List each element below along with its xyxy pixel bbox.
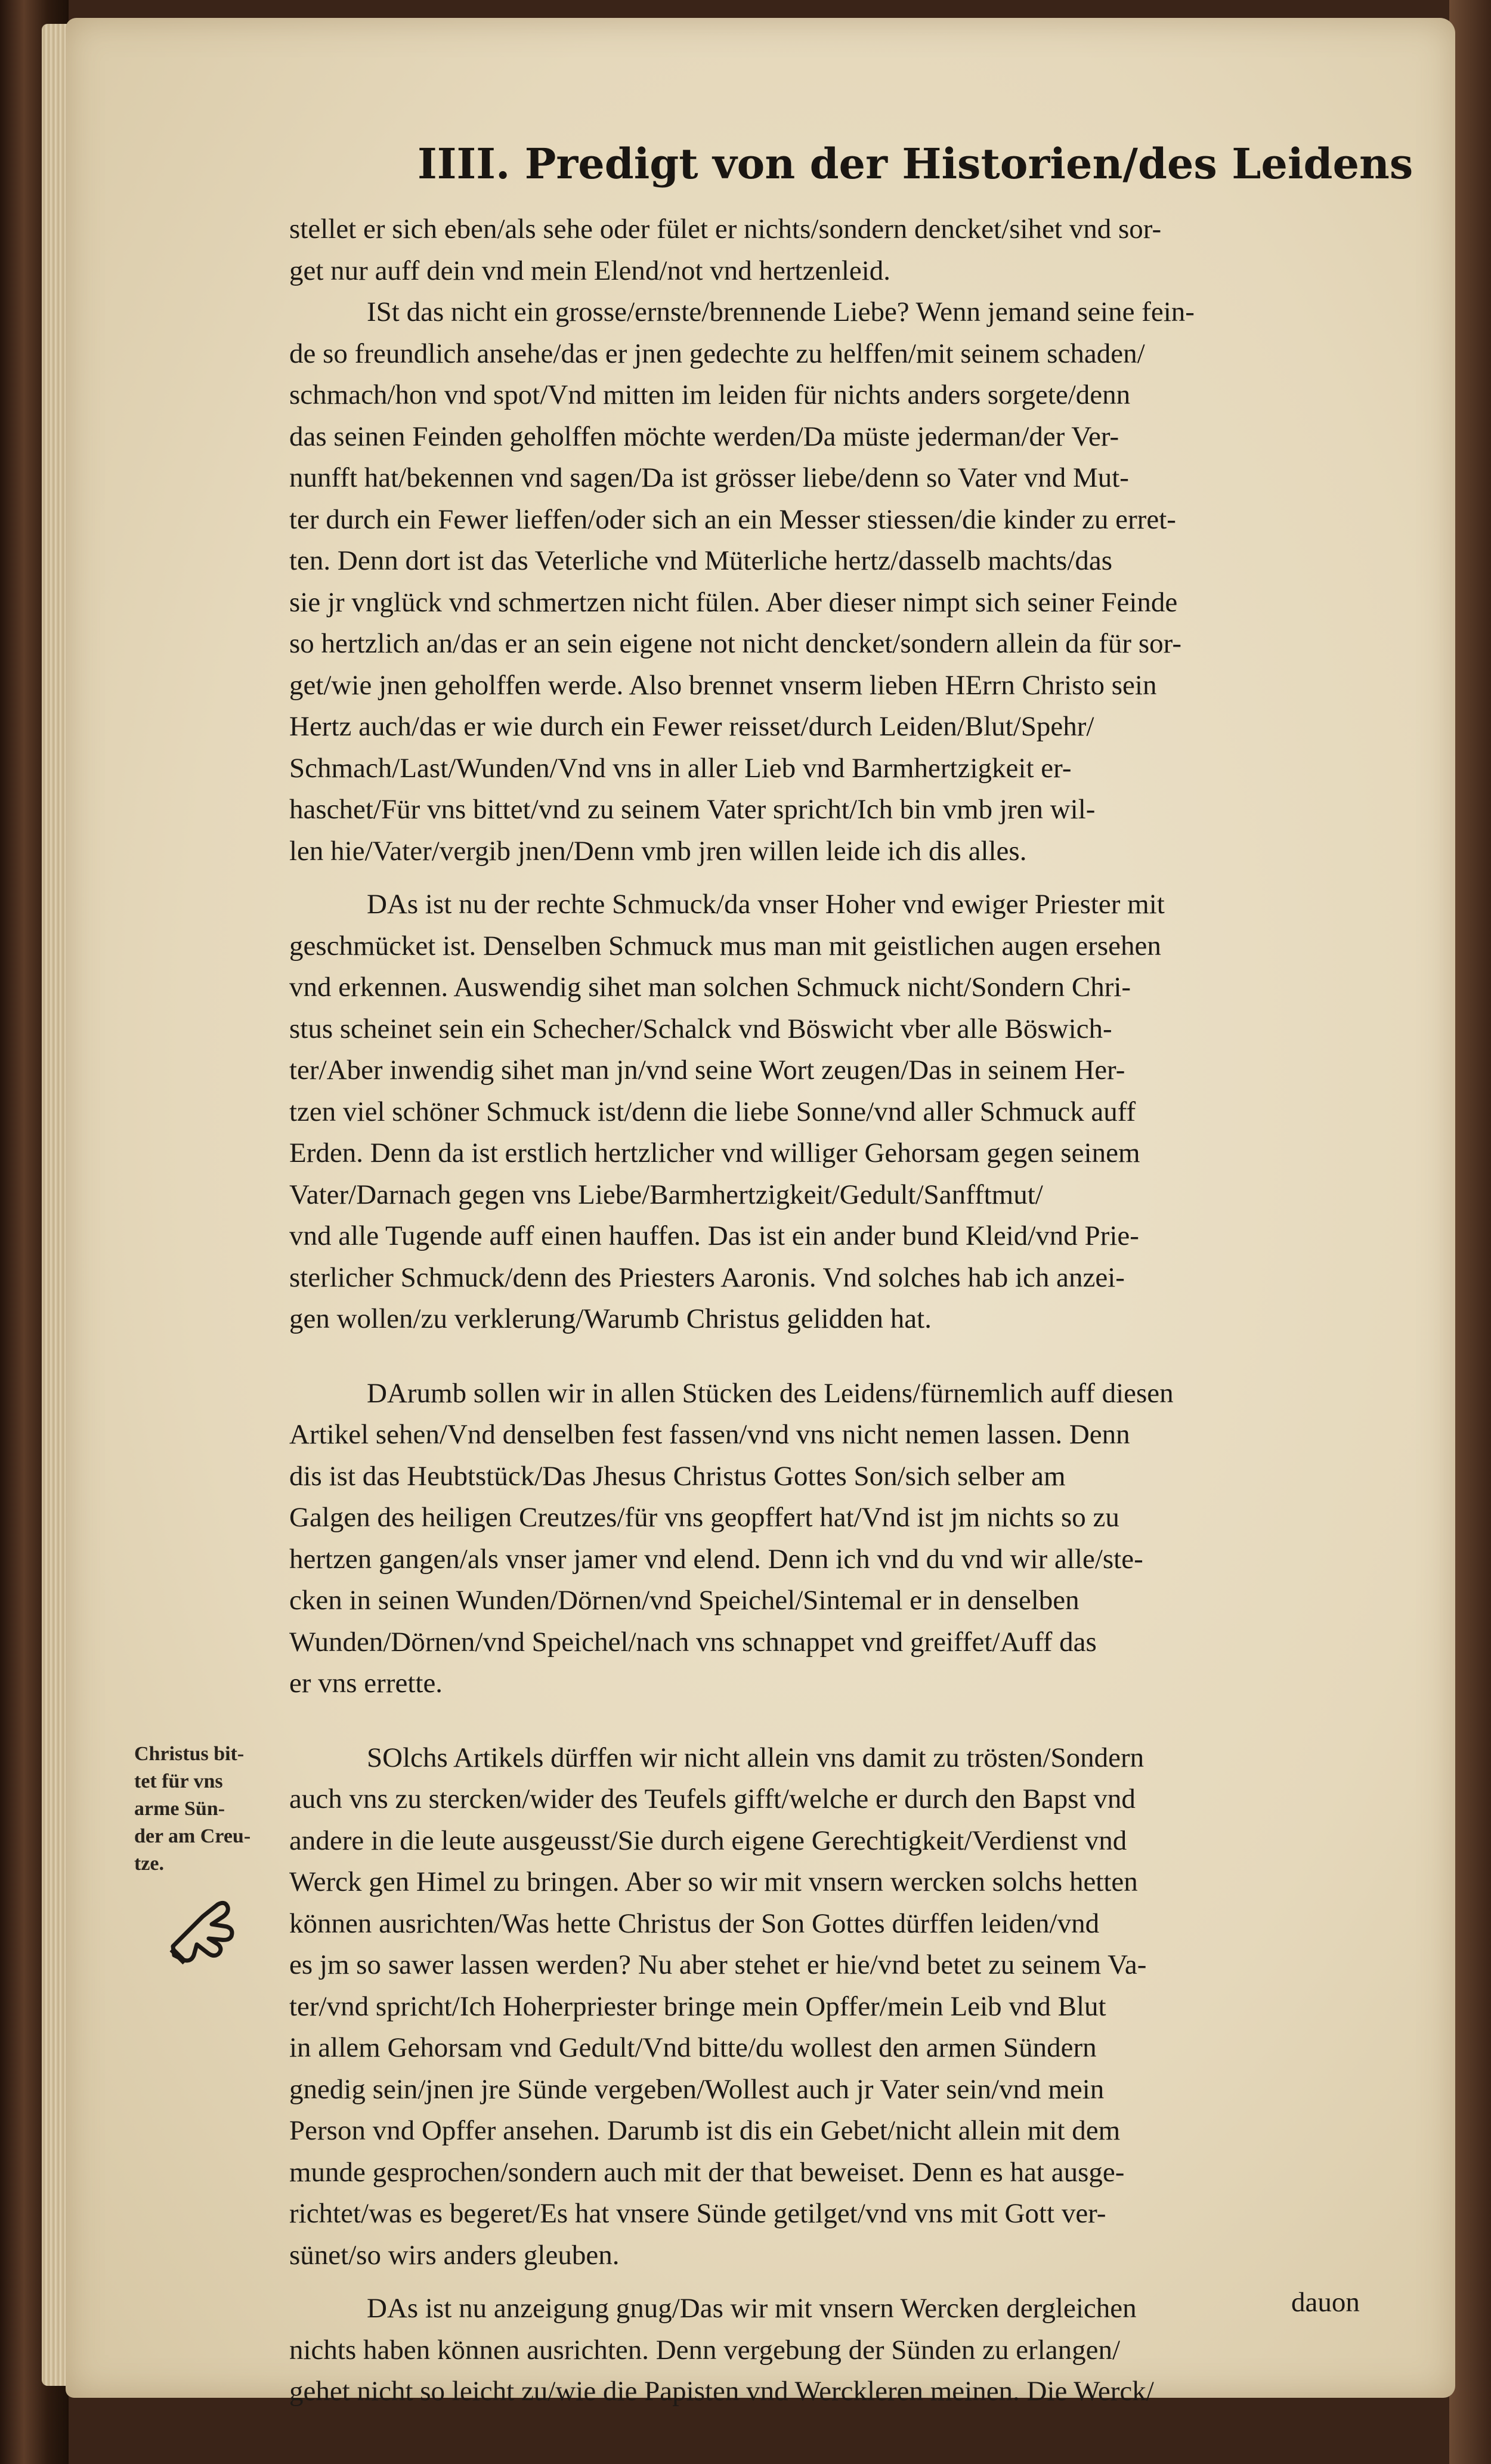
- margin-note-line: der am Creu-: [134, 1825, 251, 1847]
- text-line: Wunden/Dörnen/vnd Speichel/nach vns schnappet vnd greiffet/Auff das: [289, 1626, 1097, 1658]
- paragraph-3: [289, 884, 1399, 926]
- text-line: so hertzlich an/das er an sein eigene not nicht dencket/sondern allein da für sor-: [289, 628, 1181, 659]
- text-line: Galgen des heiligen Creutzes/für vns geopffert hat/Vnd ist jm nichts so zu: [289, 1502, 1119, 1533]
- running-head: IIII. Predigt von der Historien/des Leidens: [417, 139, 1413, 188]
- text-line: vnd alle Tugende auff einen hauffen. Das ist ein ander bund Kleid/vnd Prie-: [289, 1220, 1139, 1251]
- text-line: de so freundlich ansehe/das er jnen gedechte zu helffen/mit seinem schaden/: [289, 338, 1145, 369]
- text-line: dis ist das Heubtstück/Das Jhesus Christus Gottes Son/sich selber am: [289, 1460, 1066, 1492]
- text-line: SOlchs Artikels dürffen wir nicht allein vns damit zu trösten/Sondern: [367, 1742, 1144, 1773]
- paragraph-2-cont: [289, 333, 1399, 873]
- paragraph-3-cont: [289, 926, 1399, 1340]
- margin-note-line: Christus bit-: [134, 1743, 245, 1765]
- folio-mark: [179, 125, 245, 179]
- paragraph-2: [289, 292, 1399, 333]
- text-line: Hertz auch/das er wie durch ein Fewer reisset/durch Leiden/Blut/Spehr/: [289, 711, 1094, 742]
- text-line: munde gesprochen/sondern auch mit der that beweiset. Denn es hat ausge-: [289, 2156, 1125, 2188]
- margin-note-line: tet für vns: [134, 1770, 223, 1792]
- text-line: stus scheinet sein ein Schecher/Schalck vnd Böswicht vber alle Böswich-: [289, 1013, 1112, 1044]
- text-line: Erden. Denn da ist erstlich hertzlicher vnd williger Gehorsam gegen seinem: [289, 1137, 1140, 1168]
- text-line: gen wollen/zu verklerung/Warumb Christus gelidden hat.: [289, 1303, 932, 1334]
- pointing-hand-icon: [161, 1890, 245, 1973]
- text-line: DAs ist nu der rechte Schmuck/da vnser Hoher vnd ewiger Priester mit: [367, 889, 1165, 920]
- paragraph-gap: [289, 1705, 1399, 1738]
- catchword: dauon: [1291, 2287, 1360, 2318]
- text-line: haschet/Für vns bittet/vnd zu seinem Vater spricht/Ich bin vmb jren wil-: [289, 794, 1096, 825]
- text-line: gnedig sein/jnen jre Sünde vergeben/Wollest auch jr Vater sein/vnd mein: [289, 2073, 1105, 2105]
- text-line: len hie/Vater/vergib jnen/Denn vmb jren willen leide ich dis alles.: [289, 835, 1027, 867]
- margin-note: [134, 1740, 283, 1878]
- text-line: stellet er sich eben/als sehe oder fület er nichts/sondern dencket/sihet vnd sor-: [289, 214, 1162, 245]
- text-line: sterlicher Schmuck/denn des Priesters Aaronis. Vnd solches hab ich anzei-: [289, 1262, 1125, 1293]
- paragraph-gap: [289, 1340, 1399, 1373]
- text-line: es jm so sawer lassen werden? Nu aber stehet er hie/vnd betet zu seinem Va-: [289, 1949, 1147, 1980]
- text-line: Artikel sehen/Vnd denselben fest fassen/vnd vns nicht nemen lassen. Denn: [289, 1419, 1130, 1450]
- text-line: Vater/Darnach gegen vns Liebe/Barmhertzigkeit/Gedult/Sanfftmut/: [289, 1179, 1043, 1210]
- margin-note-line: tze.: [134, 1853, 165, 1875]
- text-line: Werck gen Himel zu bringen. Aber so wir mit vnsern wercken solchs hetten: [289, 1866, 1138, 1897]
- paragraph-gap: [289, 2276, 1399, 2288]
- text-line: können ausrichten/Was hette Christus der Son Gottes dürffen leiden/vnd: [289, 1907, 1100, 1939]
- text-line: das seinen Feinden geholffen möchte werden/Da müste jederman/der Ver-: [289, 421, 1119, 452]
- text-line: get/wie jnen geholffen werde. Also brennet vnserm lieben HErrn Christo sein: [289, 669, 1157, 701]
- text-line: DArumb sollen wir in allen Stücken des Leidens/fürnemlich auff diesen: [367, 1377, 1174, 1409]
- text-line: auch vns zu stercken/wider des Teufels gifft/welche er durch den Bapst vnd: [289, 1783, 1136, 1814]
- paragraph-5-cont: [289, 1779, 1399, 2276]
- text-line: tzen viel schöner Schmuck ist/denn die liebe Sonne/vnd aller Schmuck auff: [289, 1096, 1136, 1127]
- text-line: ter durch ein Fewer lieffen/oder sich an ein Messer stiessen/die kinder zu erret-: [289, 503, 1176, 535]
- text-line: ISt das nicht ein grosse/ernste/brennende Liebe? Wenn jemand seine fein-: [367, 296, 1195, 327]
- text-line: ter/vnd spricht/Ich Hoherpriester bringe mein Opffer/mein Leib vnd Blut: [289, 1990, 1106, 2022]
- text-line: nunfft hat/bekennen vnd sagen/Da ist grösser liebe/denn so Vater vnd Mut-: [289, 462, 1129, 493]
- text-line: nichts haben können ausrichten. Denn vergebung der Sünden zu erlangen/: [289, 2334, 1121, 2366]
- text-line: richtet/was es begeret/Es hat vnsere Sünde getilget/vnd vns mit Gott ver-: [289, 2198, 1106, 2229]
- paragraph-4-cont: [289, 1414, 1399, 1705]
- text-line: er vns errette.: [289, 1668, 443, 1699]
- paragraph-5: [289, 1738, 1399, 1779]
- text-line: sünet/so wirs anders gleuben.: [289, 2239, 620, 2271]
- book-cover-edge: [1449, 0, 1491, 2464]
- paragraph-gap: [289, 872, 1399, 884]
- text-line: DAs ist nu anzeigung gnug/Das wir mit vnsern Wercken dergleichen: [367, 2293, 1137, 2324]
- text-line: in allem Gehorsam vnd Gedult/Vnd bitte/du wollest den armen Sündern: [289, 2032, 1097, 2063]
- margin-note-line: arme Sün-: [134, 1798, 225, 1820]
- text-line: cken in seinen Wunden/Dörnen/vnd Speichel/Sintemal er in denselben: [289, 1585, 1079, 1616]
- paragraph-6: [289, 2288, 1399, 2330]
- text-line: Person vnd Opffer ansehen. Darumb ist dis ein Gebet/nicht allein mit dem: [289, 2115, 1121, 2146]
- text-line: hertzen gangen/als vnser jamer vnd elend. Denn ich vnd du vnd wir alle/ste-: [289, 1543, 1143, 1575]
- text-line: ter/Aber inwendig sihet man jn/vnd seine Wort zeugen/Das in seinem Her-: [289, 1055, 1125, 1086]
- body-text: [289, 209, 1399, 2413]
- paragraph-6-cont: [289, 2330, 1399, 2413]
- text-line: Schmach/Last/Wunden/Vnd vns in aller Lieb vnd Barmhertzigkeit er-: [289, 752, 1072, 784]
- text-line: ten. Denn dort ist das Veterliche vnd Müterliche hertz/dasselb machts/das: [289, 545, 1113, 576]
- text-line: schmach/hon vnd spot/Vnd mitten im leiden für nichts anders sorgete/denn: [289, 379, 1131, 410]
- paragraph-4: [289, 1373, 1399, 1415]
- text-line: geschmücket ist. Denselben Schmuck mus man mit geistlichen augen ersehen: [289, 930, 1161, 962]
- text-line: sie jr vnglück vnd schmertzen nicht fülen. Aber dieser nimpt sich seiner Feinde: [289, 586, 1178, 618]
- text-line: get nur auff dein vnd mein Elend/not vnd hertzenleid.: [289, 255, 891, 286]
- text-line: andere in die leute ausgeusst/Sie durch eigene Gerechtigkeit/Verdienst vnd: [289, 1825, 1127, 1856]
- paragraph-1: [289, 209, 1399, 292]
- text-line: vnd erkennen. Auswendig sihet man solchen Schmuck nicht/Sondern Chri-: [289, 972, 1131, 1003]
- text-line: gehet nicht so leicht zu/wie die Papisten vnd Werckleren meinen. Die Werck/: [289, 2376, 1154, 2407]
